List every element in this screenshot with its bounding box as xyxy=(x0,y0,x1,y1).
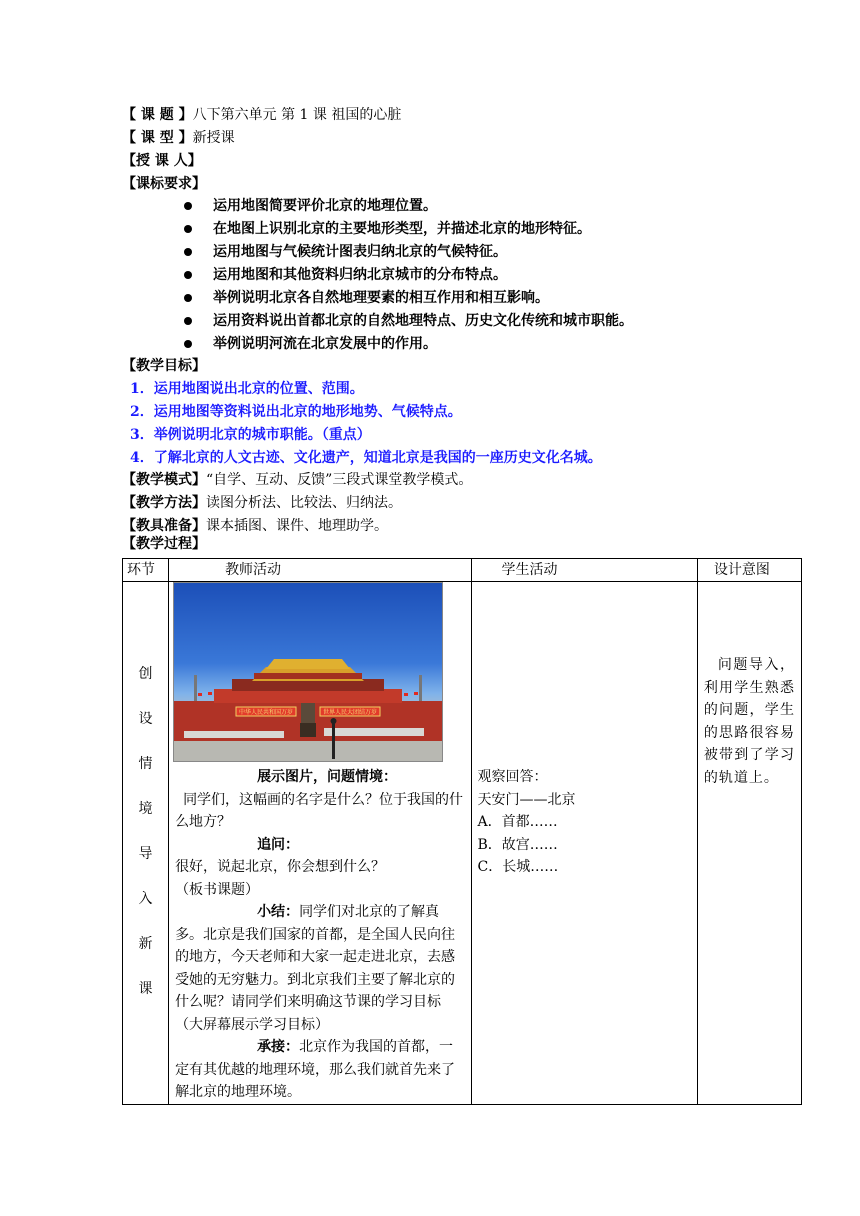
transition-label: 承接： xyxy=(257,1039,300,1055)
summary-label: 小结： xyxy=(257,904,300,920)
summary-text: 同学们对北京的了解真多。北京是我们国家的首都，是全国人民向往的地方，今天老师和大家一起走进北京，去感受她的无穷魅力。到北京我们主要了解北京的什么呢？请同学们来明确这节课的学习目标（大屏幕展示学习目标） xyxy=(175,904,456,1033)
stage-cell: 创 设 情 境 导 入 新 课 xyxy=(123,582,169,1105)
mode-value: “自学、互动、反馈”三段式课堂教学模式。 xyxy=(206,472,473,488)
mode-line xyxy=(122,469,472,491)
method-line xyxy=(122,492,402,514)
banner-right: 世界人民大团结万岁 xyxy=(323,709,378,716)
design-intent: 问题导入，利用学生熟悉的问题，学生的思路很容易被带到了学习的轨道上。 xyxy=(703,657,795,786)
student-cell xyxy=(471,582,697,1105)
bullet-icon xyxy=(184,225,192,233)
header-student: 学生活动 xyxy=(471,559,697,582)
teacher-question-2: 很好，说起北京，你会想到什么？ xyxy=(175,859,386,875)
board-note: （板书课题） xyxy=(175,881,260,898)
table-row xyxy=(123,582,802,1105)
teacher-question-1: 同学们，这幅画的名字是什么？位于我国的什么地方？ xyxy=(175,791,464,830)
bullet-icon xyxy=(184,317,192,325)
transition-text: 北京作为我国的首都，一定有其优越的地理环境，那么我们就首先来了解北京的地理环境。 xyxy=(175,1039,456,1100)
summary-paragraph xyxy=(175,901,464,1036)
bullet-icon xyxy=(184,271,192,279)
method-label: 【教学方法】 xyxy=(122,495,206,511)
bullet-icon xyxy=(184,248,192,256)
type-label: 【 课 型 】 xyxy=(122,130,193,146)
mode-label: 【教学模式】 xyxy=(122,472,206,488)
process-table xyxy=(122,558,802,1105)
header-intent: 设计意图 xyxy=(697,559,801,582)
process-label: 【教学过程】 xyxy=(122,536,206,552)
topic-line xyxy=(122,104,401,126)
objective-item: 3．举例说明北京的城市职能。（重点） xyxy=(130,427,371,443)
header-teacher: 教师活动 xyxy=(169,559,471,582)
transition-paragraph xyxy=(175,1036,464,1104)
teacher-activity xyxy=(169,762,470,1104)
lecturer-label: 【授 课 人】 xyxy=(122,153,202,169)
standards-label: 【课标要求】 xyxy=(122,176,206,192)
tools-label: 【教具准备】 xyxy=(122,518,206,534)
student-activity: 观察回答： 天安门——北京 A．首都…… B．故宫…… C．长城…… xyxy=(477,769,576,875)
tools-value: 课本插图、课件、地理助学。 xyxy=(206,518,388,534)
bullet-icon xyxy=(184,294,192,302)
method-value: 读图分析法、比较法、归纳法。 xyxy=(206,495,402,511)
objective-item: 2．运用地图等资料说出北京的地形地势、气候特点。 xyxy=(130,404,462,420)
banner-left: 中华人民共和国万岁 xyxy=(239,709,294,716)
table-header-row xyxy=(123,559,802,582)
bullet-icon xyxy=(184,202,192,210)
intent-cell xyxy=(697,582,801,1105)
tiananmen-illustration xyxy=(174,583,442,761)
followup-label: 追问： xyxy=(257,836,300,853)
type-value: 新授课 xyxy=(192,130,235,146)
bullet-icon xyxy=(184,340,192,348)
topic-label: 【 课 题 】 xyxy=(122,107,193,123)
objectives-label: 【教学目标】 xyxy=(122,358,206,374)
objective-item: 4．了解北京的人文古迹、文化遗产，知道北京是我国的一座历史文化名城。 xyxy=(130,450,602,466)
header-stage: 环节 xyxy=(123,559,169,582)
topic-value: 八下第六单元 第 1 课 祖国的心脏 xyxy=(192,107,402,123)
type-line xyxy=(122,127,235,149)
show-label: 展示图片，问题情境： xyxy=(257,769,398,785)
teacher-cell xyxy=(169,582,471,1105)
tiananmen-photo xyxy=(173,582,443,762)
objective-item: 1．运用地图说出北京的位置、范围。 xyxy=(130,381,364,397)
